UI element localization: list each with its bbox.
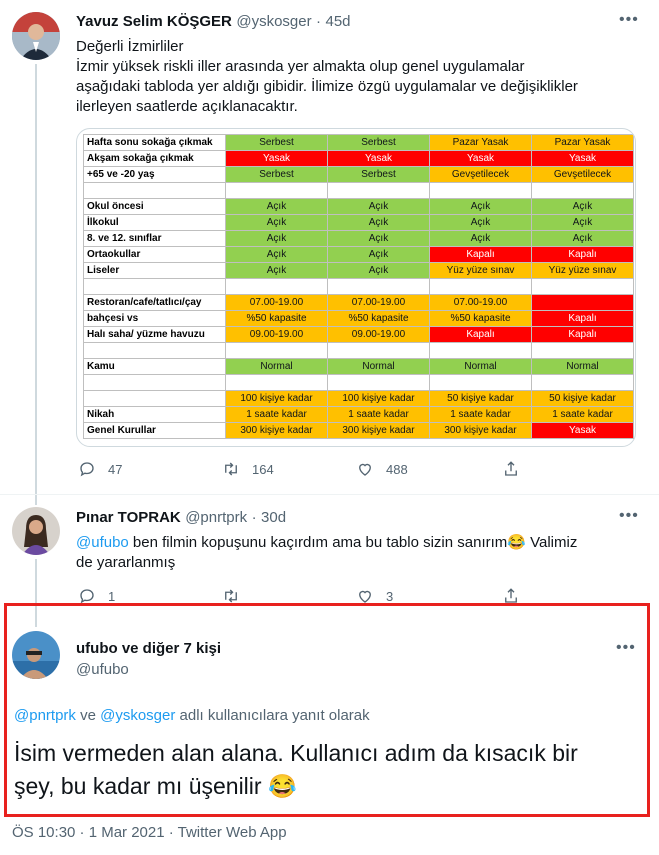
tweet-meta[interactable]: ÖS 10:30 · 1 Mar 2021 · Twitter Web App — [12, 824, 287, 841]
table-cell: Açık — [226, 231, 328, 247]
table-cell — [532, 295, 634, 311]
table-cell: Gevşetilecek — [532, 167, 634, 183]
row-label: Restoran/cafe/tatlıcı/çay — [84, 295, 226, 311]
table-cell: Serbest — [328, 135, 430, 151]
table-cell: Yasak — [328, 151, 430, 167]
table-cell — [226, 183, 328, 199]
table-cell: Pazar Yasak — [430, 135, 532, 151]
mention-link[interactable]: @yskosger — [100, 707, 176, 724]
table-cell: Açık — [328, 263, 430, 279]
row-label — [84, 375, 226, 391]
reply-button[interactable]: 1 — [78, 587, 208, 605]
table-row — [84, 247, 634, 263]
avatar-image — [12, 507, 60, 555]
avatar[interactable] — [12, 12, 60, 60]
table-row — [84, 391, 634, 407]
table-row — [84, 375, 634, 391]
table-cell — [430, 279, 532, 295]
table-cell: 100 kişiye kadar — [226, 391, 328, 407]
tweet-time[interactable]: 30d — [261, 509, 287, 526]
table-row — [84, 151, 634, 167]
row-label — [84, 343, 226, 359]
tweet-text: İsim vermeden alan alana. Kullanıcı adım da kısacık bir şey, bu kadar mı üşenilir 😂 — [14, 740, 578, 799]
table-cell: Açık — [430, 199, 532, 215]
reply-button[interactable]: 47 — [78, 460, 208, 478]
table-cell — [532, 375, 634, 391]
table-cell: Pazar Yasak — [532, 135, 634, 151]
thread-line — [35, 64, 37, 496]
share-button[interactable] — [502, 460, 532, 478]
more-options-icon[interactable]: ••• — [619, 507, 639, 524]
table-cell — [430, 183, 532, 199]
table-cell: 50 kişiye kadar — [532, 391, 634, 407]
table-cell — [328, 279, 430, 295]
table-cell: Açık — [226, 263, 328, 279]
table-cell: Kapalı — [430, 247, 532, 263]
table-cell: 1 saate kadar — [328, 407, 430, 423]
restrictions-table — [83, 134, 634, 439]
row-label — [84, 183, 226, 199]
table-cell: Serbest — [328, 167, 430, 183]
table-cell: Açık — [328, 215, 430, 231]
row-label: Genel Kurullar — [84, 423, 226, 439]
table-cell: Yasak — [532, 151, 634, 167]
table-cell: Yasak — [430, 151, 532, 167]
table-row — [84, 199, 634, 215]
table-cell — [226, 375, 328, 391]
row-label: Hafta sonu sokağa çıkmak — [84, 135, 226, 151]
tweet-governor[interactable]: Yavuz Selim KÖŞGER @yskosger · 45d ••• Değerli İzmirliler İzmir yüksek riskli iller arasında yer almakta olup genel uygulamalar aşağıdaki tabloda yer aldığı gibidir. İlimize özgü uygulamalar ve değişiklikler ilerleyen saatlerde açıklanacaktır. Hafta sonu sokağa çıkmak Serbest Serbest Pazar Yasak Pazar Yasak Akşam sokağa çıkmak Yasak Yasak Yasak Yasak +65 ve -20 yaş Serbest Serbest Gevşetilecek Gevşetilecek Okul öncesi Açık Açık Açık Açık İlkokul Açık Açık Açık Açık 8. ve 12. sınıflar Açık Açık Açık Açık Ortaokullar Açık Açık Kapalı Kapalı Liseler Açık Açık Yüz yüze sınav Yüz yüze sınav Restoran/cafe/tatlıcı/çay 07.00-19.00 07.00-19.00 07.00-19.00 bahçesi vs %50 kapasite %50 kapasite %50 kapasite Kapalı Halı saha/ yüzme havuzu 09.00-19.00 09.00-19.00 Kapalı Kapalı Kamu Normal Normal Normal Normal 100 kişiye kadar 100 kişiye kadar 50 kişiye kadar 50 kişiye kadar Nikah 1 saate kadar 1 saate kadar 1 saate kadar 1 saate kadar Genel Kurullar 300 kişiye kadar 300 kişiye kadar 300 kişiye kadar Yasak 47 164 488 — [0, 0, 659, 492]
table-cell: Normal — [328, 359, 430, 375]
row-label: İlkokul — [84, 215, 226, 231]
table-cell: 07.00-19.00 — [430, 295, 532, 311]
table-row — [84, 407, 634, 423]
table-row — [84, 135, 634, 151]
table-cell: 09.00-19.00 — [226, 327, 328, 343]
author-name[interactable]: Pınar TOPRAK — [76, 509, 181, 526]
retweet-button[interactable]: 164 — [222, 460, 352, 478]
table-cell: 07.00-19.00 — [328, 295, 430, 311]
table-row — [84, 279, 634, 295]
table-row — [84, 263, 634, 279]
author-handle[interactable]: @ufubo — [76, 661, 129, 678]
table-cell: 07.00-19.00 — [226, 295, 328, 311]
table-cell: 1 saate kadar — [430, 407, 532, 423]
table-cell — [226, 279, 328, 295]
table-cell: Açık — [328, 247, 430, 263]
table-cell — [532, 279, 634, 295]
row-label: Kamu — [84, 359, 226, 375]
table-cell: Yasak — [532, 423, 634, 439]
row-label: bahçesi vs — [84, 311, 226, 327]
row-label: Ortaokullar — [84, 247, 226, 263]
table-cell: Normal — [430, 359, 532, 375]
table-cell: Normal — [532, 359, 634, 375]
table-cell: Açık — [430, 231, 532, 247]
table-cell: Açık — [328, 231, 430, 247]
row-label — [84, 391, 226, 407]
table-cell: Açık — [532, 215, 634, 231]
table-cell: Serbest — [226, 135, 328, 151]
mention-link[interactable]: @ufubo — [76, 534, 129, 551]
like-button[interactable]: 3 — [356, 587, 486, 605]
share-icon — [502, 460, 520, 478]
row-label — [84, 279, 226, 295]
avatar-image — [12, 631, 60, 679]
table-cell — [328, 375, 430, 391]
table-cell: Açık — [532, 231, 634, 247]
table-row — [84, 167, 634, 183]
table-cell: Açık — [430, 215, 532, 231]
row-label: Nikah — [84, 407, 226, 423]
mention-link[interactable]: @pnrtprk — [14, 707, 76, 724]
table-row — [84, 231, 634, 247]
table-cell: 1 saate kadar — [226, 407, 328, 423]
tweet-pinar[interactable]: Pınar TOPRAK @pnrtprk · 30d ••• @ufubo ben filmin kopuşunu kaçırdım ama bu tablo sizin sanırım😂 Valimiz de yararlanmış 1 3 — [0, 495, 659, 607]
author-name[interactable]: Yavuz Selim KÖŞGER — [76, 13, 232, 30]
table-cell: 09.00-19.00 — [328, 327, 430, 343]
table-cell: Kapalı — [532, 247, 634, 263]
avatar[interactable] — [12, 631, 60, 679]
table-row — [84, 327, 634, 343]
avatar[interactable] — [12, 507, 60, 555]
table-row — [84, 295, 634, 311]
tweet-text: Değerli İzmirliler İzmir yüksek riskli iller arasında yer almakta olup genel uygulamalar aşağıdaki tabloda yer aldığı gibidir. İlimize özgü uygulamalar ve değişiklikler ilerleyen saatlerde açıklanacaktır. — [76, 38, 578, 115]
table-cell — [226, 343, 328, 359]
author-name[interactable]: ufubo ve diğer 7 kişi — [76, 640, 222, 657]
more-options-icon[interactable]: ••• — [619, 11, 639, 28]
table-cell: Açık — [226, 199, 328, 215]
table-cell — [430, 375, 532, 391]
table-cell: Kapalı — [430, 327, 532, 343]
table-cell: %50 kapasite — [328, 311, 430, 327]
thread-line — [35, 559, 37, 607]
retweet-icon — [222, 460, 240, 478]
table-cell: 300 kişiye kadar — [328, 423, 430, 439]
tweet-time[interactable]: 45d — [325, 13, 351, 30]
table-cell: 1 saate kadar — [532, 407, 634, 423]
table-cell: 300 kişiye kadar — [226, 423, 328, 439]
row-label: Halı saha/ yüzme havuzu — [84, 327, 226, 343]
table-cell: Açık — [328, 199, 430, 215]
table-cell: Yüz yüze sınav — [430, 263, 532, 279]
row-label: Liseler — [84, 263, 226, 279]
reply-icon — [78, 460, 96, 478]
row-label: Okul öncesi — [84, 199, 226, 215]
thread-line-top — [35, 495, 37, 505]
tweet-ufubo[interactable] — [0, 607, 659, 817]
table-row — [84, 311, 634, 327]
table-cell: Serbest — [226, 167, 328, 183]
table-cell: Açık — [226, 247, 328, 263]
table-row — [84, 343, 634, 359]
table-cell — [532, 343, 634, 359]
table-cell: Gevşetilecek — [430, 167, 532, 183]
table-cell: Normal — [226, 359, 328, 375]
table-row — [84, 359, 634, 375]
table-cell: Yasak — [226, 151, 328, 167]
table-cell — [328, 343, 430, 359]
more-options-icon[interactable]: ••• — [616, 639, 636, 656]
table-cell: 100 kişiye kadar — [328, 391, 430, 407]
row-label: 8. ve 12. sınıflar — [84, 231, 226, 247]
tweet-image-table[interactable] — [76, 128, 636, 447]
table-cell — [430, 343, 532, 359]
heart-icon — [356, 460, 374, 478]
author-handle[interactable]: @yskosger — [236, 13, 312, 30]
table-cell: Açık — [226, 215, 328, 231]
table-row — [84, 215, 634, 231]
table-cell: Kapalı — [532, 311, 634, 327]
table-cell: %50 kapasite — [430, 311, 532, 327]
table-cell — [532, 183, 634, 199]
avatar-image — [12, 12, 60, 60]
table-cell: 50 kişiye kadar — [430, 391, 532, 407]
reply-context: @pnrtprk ve @yskosger adlı kullanıcılara yanıt olarak — [14, 707, 370, 724]
table-cell — [328, 183, 430, 199]
author-handle[interactable]: @pnrtprk — [185, 509, 248, 526]
row-label: +65 ve -20 yaş — [84, 167, 226, 183]
table-cell: Yüz yüze sınav — [532, 263, 634, 279]
table-cell: Kapalı — [532, 327, 634, 343]
table-cell: Açık — [532, 199, 634, 215]
like-button[interactable]: 488 — [356, 460, 486, 478]
table-cell: %50 kapasite — [226, 311, 328, 327]
thread-line-top — [35, 607, 37, 627]
table-cell: 300 kişiye kadar — [430, 423, 532, 439]
table-row — [84, 183, 634, 199]
table-row — [84, 423, 634, 439]
row-label: Akşam sokağa çıkmak — [84, 151, 226, 167]
tweet-text: @ufubo ben filmin kopuşunu kaçırdım ama bu tablo sizin sanırım😂 Valimiz de yararlanmış — [76, 534, 578, 571]
